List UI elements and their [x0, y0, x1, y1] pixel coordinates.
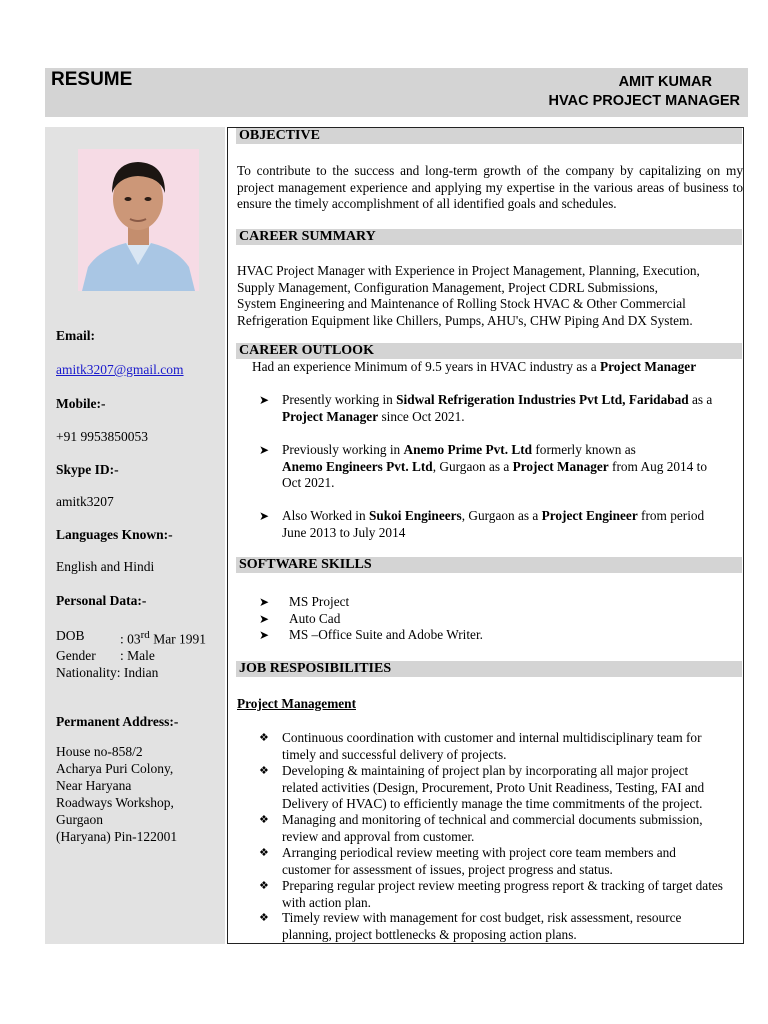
objective-text: To contribute to the success and long-term growth of the company by capitalizing on my project management experience and applying my expertise in the various areas of business to ensure the timely accomplishment of all identified goals and schedules.	[237, 163, 743, 211]
main-content	[227, 127, 744, 944]
arrow-bullet-icon: ➤	[259, 628, 270, 642]
candidate-name: AMIT KUMAR	[618, 74, 712, 90]
software-skills-heading: SOFTWARE SKILLS	[236, 557, 742, 573]
sidebar	[45, 127, 225, 944]
languages-label: Languages Known:-	[56, 527, 173, 542]
address-line: House no-858/2	[56, 744, 143, 759]
resume-title: RESUME	[51, 69, 133, 90]
job-responsibilities-heading: JOB RESPOSIBILITIES	[236, 661, 742, 677]
dob-row	[56, 627, 206, 648]
mobile-value: +91 9953850053	[56, 429, 148, 444]
diamond-bullet-icon: ❖	[259, 847, 269, 859]
diamond-bullet-icon: ❖	[259, 912, 269, 924]
project-management-subheading: Project Management	[237, 696, 357, 711]
diamond-bullet-icon: ❖	[259, 765, 269, 777]
job-bullet: Developing & maintaining of project plan by incorporating all major project related activities (Design, Procurement, Proto Unit Readiness, Testing, FAI and Delivery of HVAC) to efficiently manage the time commitments of the project.	[282, 763, 705, 811]
outlook-intro: Had an experience Minimum of 9.5 years in HVAC industry as a Project Manager	[252, 359, 697, 374]
gender-row	[56, 647, 155, 664]
diamond-bullet-icon: ❖	[259, 880, 269, 892]
address-line: Near Haryana	[56, 778, 132, 793]
address-label: Permanent Address:-	[56, 714, 179, 729]
email-link[interactable]: amitk3207@gmail.com	[56, 362, 184, 377]
job-bullet: Arranging periodical review meeting with project core team members and customer for assessment of issues, project progress and status.	[282, 845, 676, 877]
address-line: Roadways Workshop,	[56, 795, 174, 810]
skype-label: Skype ID:-	[56, 462, 119, 477]
arrow-bullet-icon: ➤	[259, 612, 270, 626]
software-item: MS –Office Suite and Adobe Writer.	[289, 627, 483, 642]
outlook-item-1: Presently working in Sidwal Refrigeration Industries Pvt Ltd, Faridabad as a Project Manager since Oct 2021.	[282, 392, 713, 424]
gender-key: Gender	[56, 648, 96, 663]
outlook-item-3: Also Worked in Sukoi Engineers, Gurgaon as a Project Engineer from period June 2013 to July 2014	[282, 508, 705, 540]
mobile-label: Mobile:-	[56, 396, 106, 411]
job-bullet: Managing and monitoring of technical and commercial documents submission, review and approval from customer.	[282, 812, 703, 844]
career-outlook-heading: CAREER OUTLOOK	[236, 343, 742, 359]
software-item: Auto Cad	[289, 611, 341, 626]
gender-value: : Male	[120, 648, 155, 663]
job-bullet: Preparing regular project review meeting progress report & tracking of target dates with action plan.	[282, 878, 723, 910]
summary-line: Refrigeration Equipment like Chillers, Pumps, AHU's, CHW Piping And DX System.	[237, 312, 693, 328]
nationality-value: Nationality: Indian	[56, 665, 159, 680]
dob-value: : 03rd Mar 1991	[120, 629, 207, 647]
summary-line: Supply Management, Configuration Management, Project CDRL Submissions,	[237, 279, 658, 295]
skype-value: amitk3207	[56, 494, 114, 509]
address-line: Gurgaon	[56, 812, 103, 827]
career-summary-text	[237, 263, 743, 329]
outlook-item-2: Previously working in Anemo Prime Pvt. Ltd formerly known as Anemo Engineers Pvt. Ltd, Gurgaon as a Project Manager from Aug 2014 to Oct 2021.	[282, 442, 707, 490]
resume-header	[45, 68, 748, 117]
career-summary-heading: CAREER SUMMARY	[236, 229, 742, 245]
profile-photo	[78, 149, 199, 291]
dob-key: DOB	[56, 628, 85, 643]
email-value	[56, 361, 184, 378]
summary-line: HVAC Project Manager with Experience in Project Management, Planning, Execution,	[237, 263, 700, 278]
job-bullet: Continuous coordination with customer and internal multidisciplinary team for timely and successful delivery of projects.	[282, 730, 702, 762]
diamond-bullet-icon: ❖	[259, 814, 269, 826]
address-line: (Haryana) Pin-122001	[56, 829, 178, 844]
software-item: MS Project	[289, 594, 350, 609]
personal-data-label: Personal Data:-	[56, 593, 147, 608]
summary-line: System Engineering and Maintenance of Rolling Stock HVAC & Other Commercial	[237, 296, 686, 311]
candidate-role: HVAC PROJECT MANAGER	[548, 93, 740, 109]
objective-heading: OBJECTIVE	[236, 128, 742, 144]
job-bullet: Timely review with management for cost budget, risk assessment, resource planning, project bottlenecks & proposing action plans.	[282, 910, 682, 942]
address-line: Acharya Puri Colony,	[56, 761, 174, 776]
languages-value: English and Hindi	[56, 559, 155, 574]
email-label: Email:	[56, 328, 95, 343]
arrow-bullet-icon: ➤	[259, 509, 270, 523]
person-portrait-icon	[78, 149, 199, 291]
arrow-bullet-icon: ➤	[259, 595, 270, 609]
diamond-bullet-icon: ❖	[259, 732, 269, 744]
address-block	[56, 743, 177, 845]
arrow-bullet-icon: ➤	[259, 443, 270, 457]
arrow-bullet-icon: ➤	[259, 393, 270, 407]
